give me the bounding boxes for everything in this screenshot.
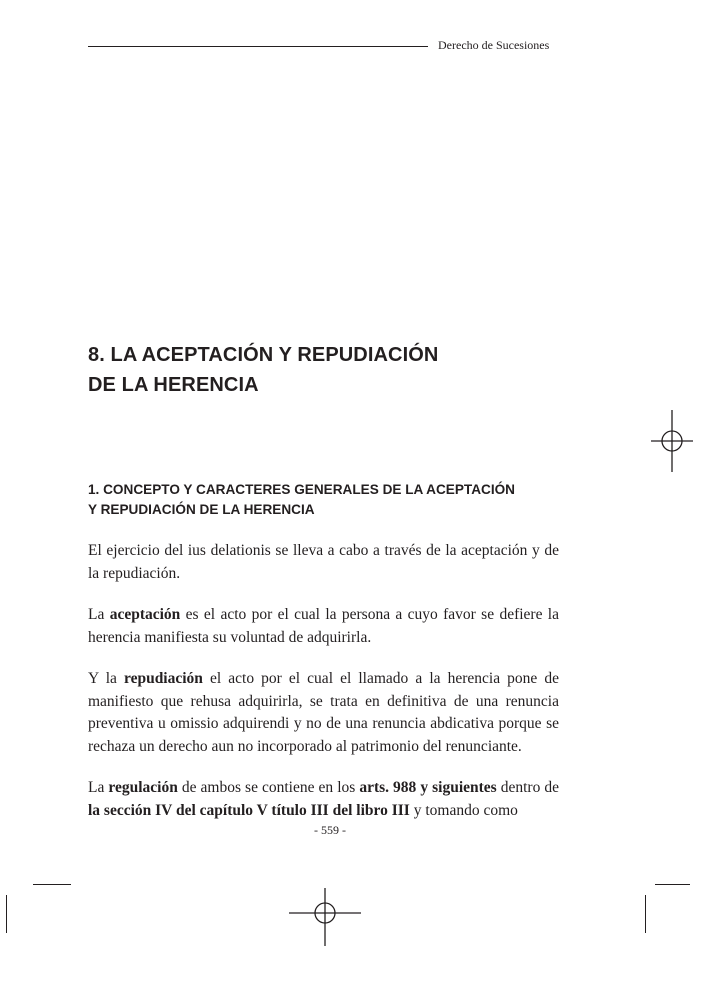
registration-mark-bottom-icon bbox=[289, 888, 361, 946]
paragraph-repudiacion bbox=[88, 668, 559, 758]
article-reference: arts. 988 y siguientes bbox=[359, 779, 497, 796]
crop-mark-bottom-right-horizontal bbox=[655, 884, 690, 885]
header-rule bbox=[88, 46, 428, 47]
paragraph-text: y tomando como bbox=[409, 801, 518, 819]
chapter-title-line-2: DE LA HERENCIA bbox=[88, 374, 259, 396]
section-title-line-1: 1. CONCEPTO Y CARACTERES GENERALES DE LA ACEPTACIÓN bbox=[88, 482, 516, 497]
paragraph-regulacion bbox=[88, 777, 559, 822]
chapter-title bbox=[88, 340, 568, 400]
paragraph-text: dentro de bbox=[496, 779, 559, 796]
crop-mark-bottom-right-vertical bbox=[645, 895, 646, 933]
paragraph-text: El ejercicio del ius delationis se lleva a cabo a través de la aceptación y de la repudiación. bbox=[88, 542, 559, 582]
code-location-reference: la sección IV del capítulo V título III del libro III bbox=[88, 801, 410, 819]
paragraph-text: La bbox=[88, 606, 110, 623]
term-aceptacion: aceptación bbox=[109, 606, 181, 623]
paragraph-text: Y la bbox=[88, 670, 124, 687]
section-title-line-2: Y REPUDIACIÓN DE LA HERENCIA bbox=[88, 502, 315, 517]
paragraph-text: La bbox=[88, 779, 109, 796]
page-number: - 559 - bbox=[314, 823, 346, 837]
body-text bbox=[88, 540, 559, 841]
paragraph-aceptacion bbox=[88, 604, 559, 649]
paragraph-text: de ambos se contiene en los bbox=[177, 779, 360, 796]
term-repudiacion: repudiación bbox=[123, 670, 203, 687]
paragraph-text: el acto por el cual el llamado a la herencia pone de manifiesto que rehusa adquirirla, se trata en definitiva de una renuncia preventiva u omissio adquirendi y no de una renuncia abdicativa porque se rechaza un derecho aun no incorporado al patrimonio del renunciante. bbox=[88, 670, 559, 755]
paragraph-ius-delationis bbox=[88, 540, 559, 585]
registration-mark-right-icon bbox=[651, 410, 693, 472]
term-regulacion: regulación bbox=[108, 779, 178, 796]
section-title bbox=[88, 480, 568, 520]
paragraph-text: es el acto por el cual la persona a cuyo favor se defiere la herencia manifiesta su voluntad de adquirirla. bbox=[88, 606, 559, 646]
crop-mark-bottom-left-vertical bbox=[6, 895, 7, 933]
crop-mark-bottom-left-horizontal bbox=[33, 884, 71, 885]
running-header: Derecho de Sucesiones bbox=[438, 38, 550, 52]
chapter-title-line-1: 8. LA ACEPTACIÓN Y REPUDIACIÓN bbox=[88, 344, 439, 366]
